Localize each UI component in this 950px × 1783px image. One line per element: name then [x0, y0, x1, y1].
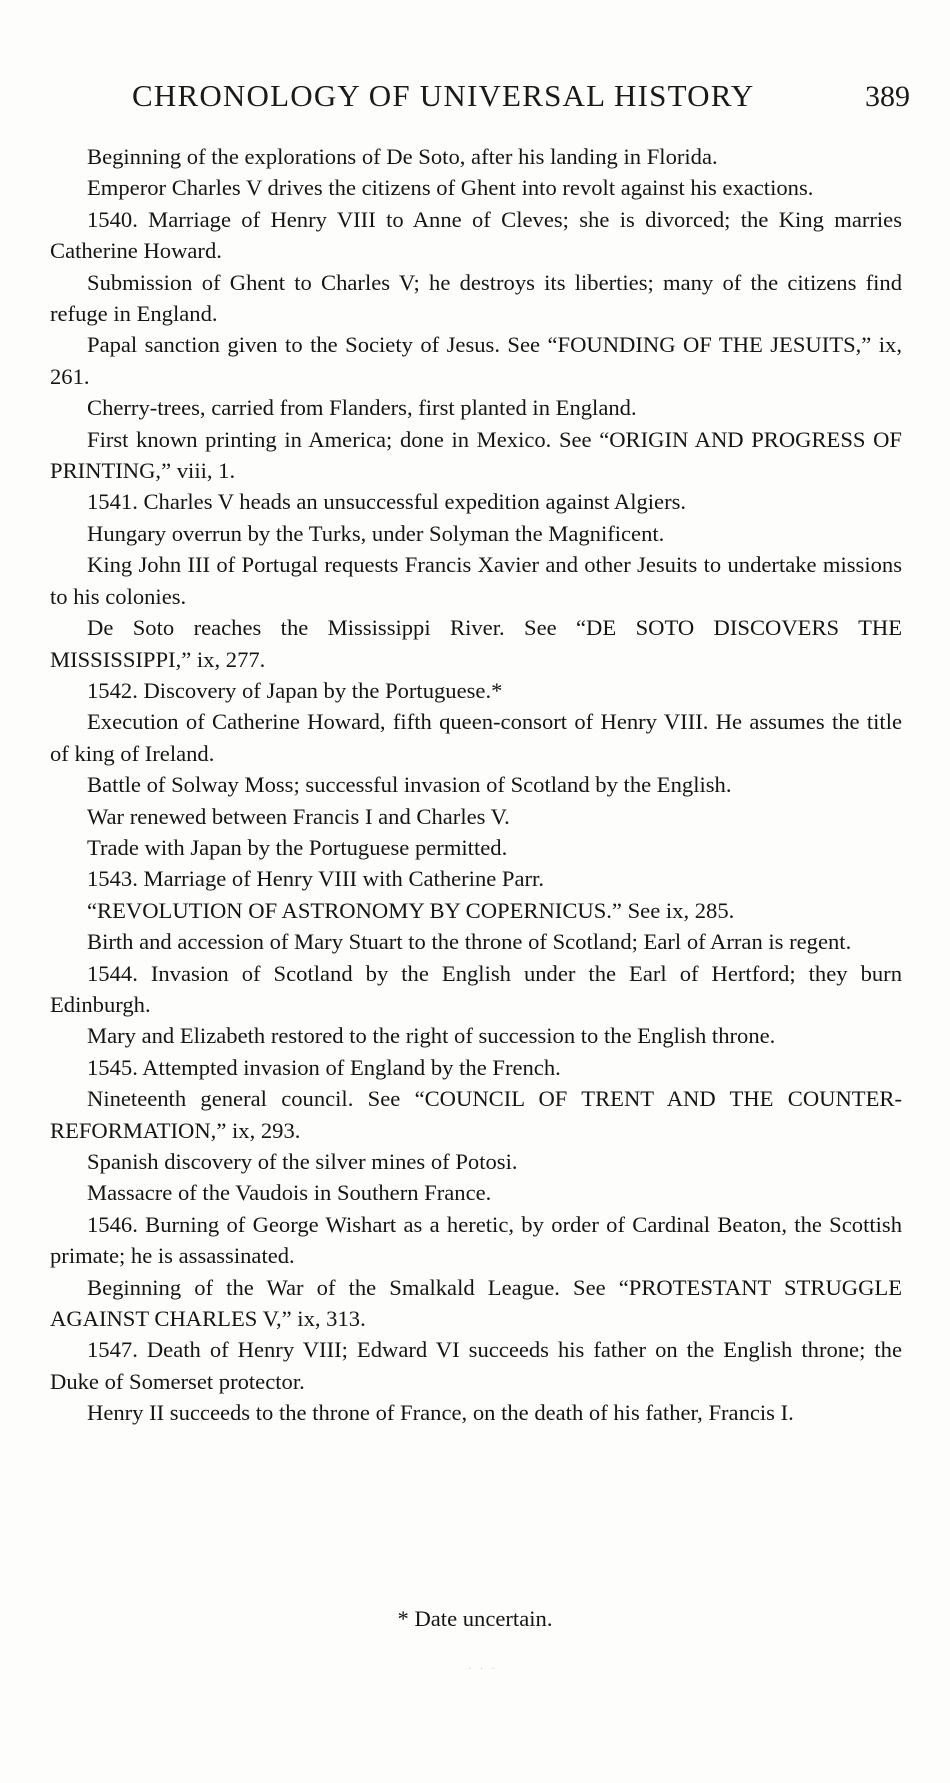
entry: 1542. Discovery of Japan by the Portuguese.*	[87, 677, 503, 703]
entry: De Soto reaches the Mississippi River. See “DE SOTO DISCOVERS THE MISSISSIPPI,” ix, 277.	[50, 615, 902, 672]
entry: 1546. Burning of George Wishart as a heretic, by order of Cardinal Beaton, the Scottish primate; he is assassinated.	[50, 1211, 902, 1269]
entry: Execution of Catherine Howard, fifth queen-consort of Henry VIII. He assumes the title of king of Ireland.	[50, 709, 902, 766]
entry: 1541. Charles V heads an unsuccessful expedition against Algiers.	[87, 489, 687, 515]
entry: Hungary overrun by the Turks, under Solyman the Magnificent.	[87, 520, 665, 546]
entry: Mary and Elizabeth restored to the right of succession to the English throne.	[87, 1023, 776, 1049]
entry: Emperor Charles V drives the citizens of Ghent into revolt against his exactions.	[87, 175, 814, 201]
scan-smudge: · · ·	[468, 1664, 498, 1675]
entry: “REVOLUTION OF ASTRONOMY BY COPERNICUS.” See ix, 285.	[87, 897, 735, 923]
entry: Nineteenth general council. See “COUNCIL OF TRENT AND THE COUNTER-REFORMATION,” ix, 293.	[50, 1086, 902, 1143]
entry: 1544. Invasion of Scotland by the English under the Earl of Hertford; they burn Edinburgh.	[50, 960, 902, 1017]
entry: War renewed between Francis I and Charles V.	[87, 803, 510, 829]
entry: Beginning of the War of the Smalkald League. See “PROTESTANT STRUGGLE AGAINST CHARLES V,” ix, 313.	[50, 1274, 902, 1332]
entry: Beginning of the explorations of De Soto, after his landing in Florida.	[87, 144, 718, 169]
entry: Birth and accession of Mary Stuart to the throne of Scotland; Earl of Arran is regent.	[87, 929, 852, 955]
page-header	[50, 78, 910, 128]
entry: Submission of Ghent to Charles V; he destroys its liberties; many of the citizens find refuge in England.	[50, 269, 902, 327]
running-head: CHRONOLOGY OF UNIVERSAL HISTORY	[132, 78, 755, 113]
entry: Henry II succeeds to the throne of France, on the death of his father, Francis I.	[87, 1400, 794, 1426]
footnote: * Date uncertain.	[397, 1606, 553, 1631]
entry: 1540. Marriage of Henry VIII to Anne of Cleves; she is divorced; the King marries Catherine Howard.	[50, 206, 902, 264]
entry: Papal sanction given to the Society of Jesus. See “FOUNDING OF THE JESUITS,” ix, 261.	[50, 332, 902, 389]
entry: King John III of Portugal requests Francis Xavier and other Jesuits to undertake missions to his colonies.	[50, 552, 902, 609]
entry: Massacre of the Vaudois in Southern France.	[87, 1180, 492, 1206]
entry: 1545. Attempted invasion of England by the French.	[87, 1054, 561, 1080]
page-number: 389	[865, 80, 910, 113]
entry: Trade with Japan by the Portuguese permitted.	[87, 834, 508, 860]
chronology-body	[50, 141, 902, 1429]
entry: 1547. Death of Henry VIII; Edward VI succeeds his father on the English throne; the Duke of Somerset protector.	[50, 1337, 902, 1394]
entry: Battle of Solway Moss; successful invasion of Scotland by the English.	[87, 772, 732, 798]
entry: 1543. Marriage of Henry VIII with Catherine Parr.	[87, 866, 544, 892]
entry: Cherry-trees, carried from Flanders, first planted in England.	[87, 395, 637, 421]
entry: Spanish discovery of the silver mines of Potosi.	[87, 1149, 518, 1174]
entry: First known printing in America; done in Mexico. See “ORIGIN AND PROGRESS OF PRINTING,” viii, 1.	[50, 426, 902, 484]
